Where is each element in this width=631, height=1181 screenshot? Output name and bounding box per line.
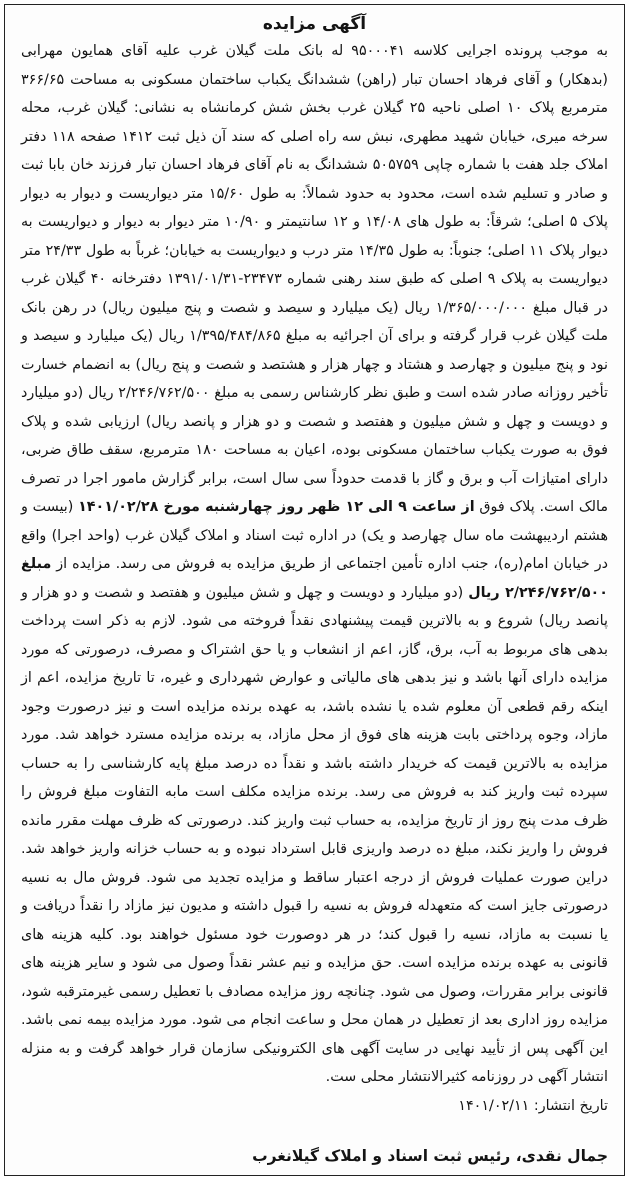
auction-notice: [4, 4, 625, 1176]
notice-body: [21, 37, 608, 1092]
notice-body-part-2: (بیست و هشتم اردیبهشت ماه سال چهارصد و یک) در اداره ثبت اسناد و املاک گیلان غرب (واحد اجرا) واقع در خیابان امام(ره)، جنب اداره تأمین اجتماعی از طریق مزایده به فروش می رسد. مزایده از: [21, 499, 608, 572]
notice-title: آگهی مزایده: [262, 14, 367, 34]
auction-time-bold: از ساعت ۹ الی ۱۲ ظهر روز چهارشنبه مورخ ۱۴۰۱/۰۲/۲۸: [78, 499, 475, 515]
notice-body-part-1: به موجب پرونده اجرایی کلاسه ۹۵۰۰۰۴۱ له بانک ملت گیلان غرب علیه آقای همایون مهرابی (بدهکار) و آقای فرهاد احسان تبار (راهن) ششدانگ یکباب ساختمان مسکونی به مساحت ۳۶۶/۶۵ مترمربع پلاک ۱۰ اصلی ناحیه ۲۵ گیلان غرب بخش شش کرمانشاه به نشانی: گیلان غرب، محله سرخه میری، خیابان شهید مطهری، نبش سه راه اصلی که سند آن ذیل ثبت ۱۴۱۲ صفحه ۱۱۸ دفتر املاک جلد هفت با شماره چاپی ۵۰۵۷۵۹ ششدانگ به نام آقای فرهاد احسان تبار فرزند خان بابا ثبت و صادر و تسلیم شده است، محدود به حدود شمالاً: به طول ۱۵/۶۰ متر دیواریست و دیوار به دیوار پلاک ۵ اصلی؛ شرقاً: به طول های ۱۴/۰۸ و ۱۲ سانتیمتر و ۱۰/۹۰ متر دیوار به دیوار و دیواریست به دیوار پلاک ۱۱ اصلی؛ جنوباً: به طول ۱۴/۳۵ متر درب و دیواریست به خیابان؛ غرباً به طول ۲۴/۳۳ متر دیواریست به پلاک ۹ اصلی که طبق سند رهنی شماره ۲۳۴۷۳-۱۳۹۱/۰۱/۳۱ دفترخانه ۴۰ گیلان غرب در قبال مبلغ ۱/۳۶۵/۰۰۰/۰۰۰ ریال (یک میلیارد و سیصد و شصت و پنج میلیون ریال) در رهن بانک ملت گیلان غرب قرار گرفته و برای آن اجرائیه به مبلغ ۱/۳۹۵/۴۸۴/۸۶۵ ریال (یک میلیارد و سیصد و نود و پنج میلیون و چهارصد و هشتاد و چهار هزار و هشتصد و شصت و پنج ریال) به انضمام خسارت تأخیر روزانه صادر شده است و طبق نظر کارشناس رسمی به مبلغ ۲/۲۴۶/۷۶۲/۵۰۰ ریال (دو میلیارد و دویست و چهل و شش میلیون و هفتصد و شصت و دو هزار و پانصد ریال) ارزیابی شده و پلاک فوق به صورت یکباب ساختمان مسکونی بوده، اعیان به مساحت ۱۸۰ مترمربع، سقف طاق ضربی، دارای امتیازات آب و برق و گاز با قدمت حدوداً سی سال است، برابر گزارش مامور اجرا در تصرف مالک است. پلاک فوق: [21, 43, 609, 515]
starting-price-bold: مبلغ ۲/۲۴۶/۷۶۲/۵۰۰ ریال: [21, 556, 608, 601]
signature-line: جمال نقدی، رئیس ثبت اسناد و املاک گیلانغرب: [252, 1147, 608, 1165]
publication-date: تاریخ انتشار: ۱۴۰۱/۰۲/۱۱: [458, 1097, 608, 1114]
notice-body-part-3: (دو میلیارد و دویست و چهل و شش میلیون و هفتصد و شصت و دو هزار و پانصد ریال) شروع و به بالاترین قیمت پیشنهادی نقداً فروخته می شود. لازم به ذکر است پرداخت بدهی های مربوط به آب، برق، گاز، اعم از انشعاب و یا حق اشتراک و مصرف، درصورتی که مورد مزایده دارای آنها باشد و نیز بدهی های مالیاتی و عوارض شهرداری و غیره، تا تاریخ مزایده، اعم از اینکه رقم قطعی آن معلوم شده یا نشده باشد، به عهده برنده مزایده است و نیز درصورت وجود مازاد، وجوه پرداختی بابت هزینه های فوق از محل مازاد، به برنده مزایده مسترد خواهد شد. مورد مزایده به بالاترین قیمت که خریدار داشته باشد و نقداً ده درصد مبلغ پایه کارشناسی را به حساب سپرده ثبت واریز کند به فروش می رسد. برنده مزایده مکلف است مابه التفاوت مبلغ فروش را ظرف مدت پنج روز از تاریخ مزایده، به حساب ثبت واریز کند. درصورتی که ظرف مهلت مقرر مانده فروش را واریز نکند، مبلغ ده درصد واریزی قابل استرداد نبوده و به حساب خزانه واریز خواهد شد. دراین صورت عملیات فروش از درجه اعتبار ساقط و مزایده تجدید می شود. فروش مال به نسیه درصورتی جایز است که متعهدله فروش به نسیه را قبول داشته و مدیون نیز مازاد را نقداً دریافت و یا نسبت به مازاد، نسیه را قبول کند؛ در هر دوصورت خود مسئول خواهند بود. کلیه هزینه های قانونی به عهده برنده مزایده است. حق مزایده و نیم عشر نقداً وصول می شود و سایر هزینه های قانونی برابر مقررات، وصول می شود. چنانچه روز مزایده مصادف با تعطیل رسمی غیرمترقبه شود، مزایده روز اداری بعد از تعطیل در همان محل و ساعت انجام می شود. مورد مزایده بیمه نمی باشد. این آگهی پس از تأیید نهایی در سایت آگهی های الکترونیکی سازمان قرار خواهد گرفت و به منزله انتشار آگهی در روزنامه کثیرالانتشار محلی ست.: [21, 584, 608, 1085]
